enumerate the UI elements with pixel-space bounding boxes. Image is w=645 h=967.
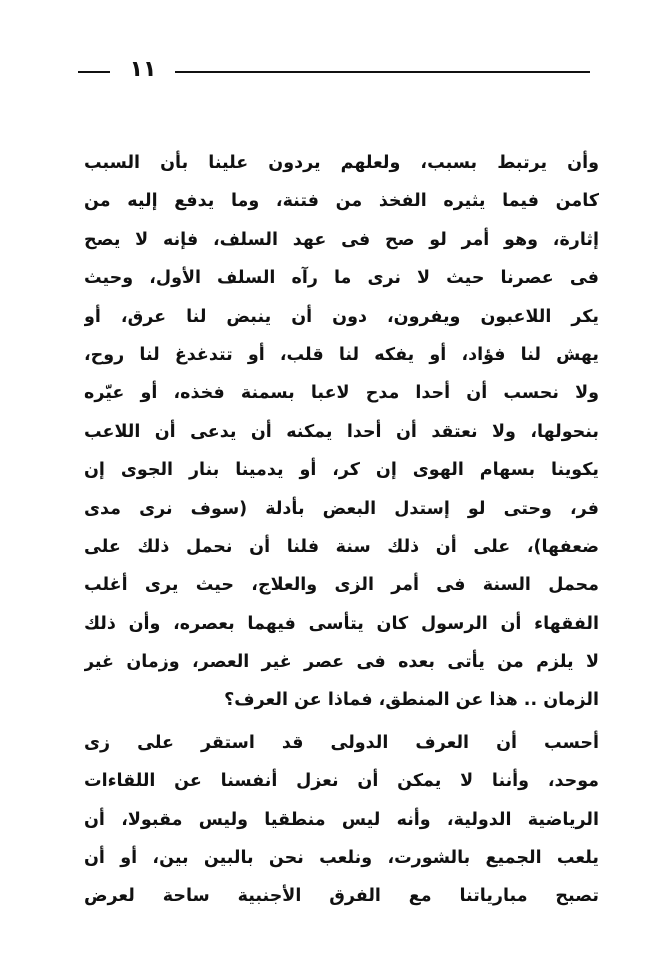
text-line: أحسب أن العرف الدولى قد استقر على زى xyxy=(84,732,599,753)
paragraph-1 xyxy=(84,144,599,720)
header-rule-short xyxy=(78,71,110,73)
text-line: الفقهاء أن الرسول كان يتأسى فيهما بعصره، وأن ذلك xyxy=(84,613,599,634)
text-line: وأن يرتبط بسبب، ولعلهم يردون علينا بأن السبب xyxy=(84,153,599,173)
text-line: ولا نحسب أن أحدا مدح لاعبا بسمنة فخذه، أو عيّره xyxy=(84,383,599,404)
text-line: الرياضية الدولية، وأنه ليس منطقيا وليس مقبولا، أن xyxy=(84,809,599,830)
text-line: موحد، وأننا لا يمكن أن نعزل أنفسنا عن اللقاءات xyxy=(84,771,599,792)
text-line: يلعب الجميع بالشورت، ونلعب نحن بالبين بين، أو أن xyxy=(84,848,599,869)
text-line: ضعفها)، على أن ذلك سنة فلنا أن نحمل ذلك على xyxy=(84,536,599,557)
text-line: يهش لنا فؤاد، أو يفكه لنا قلب، أو تتدغدغ لنا روح، xyxy=(84,344,599,365)
text-line: يكر اللاعبون ويفرون، دون أن ينبض لنا عرق، أو xyxy=(84,306,599,327)
text-line: محمل السنة فى أمر الزى والعلاج، حيث يرى أغلب xyxy=(84,575,599,596)
text-line: بنحولها، ولا نعتقد أن أحدا يمكنه أن يدعى أن اللاعب xyxy=(84,421,599,442)
text-line: فى عصرنا حيث لا نرى ما رآه السلف الأول، وحيث xyxy=(84,268,599,289)
page-header xyxy=(78,58,590,82)
text-line: يكوينا بسهام الهوى إن كر، أو يدمينا بنار الجوى إن xyxy=(84,460,599,481)
body-text xyxy=(84,144,599,916)
text-line: فر، وحتى لو إستدل البعض بأدلة (سوف نرى مدى xyxy=(84,498,599,519)
page-number: ١١ xyxy=(129,57,157,82)
paragraph-2 xyxy=(84,724,599,916)
text-line: كامن فيما يثيره الفخذ من فتنة، وما يدفع إليه من xyxy=(84,191,599,212)
text-line: الزمان .. هذا عن المنطق، فماذا عن العرف؟ xyxy=(224,690,599,711)
text-line: إثارة، وهو أمر لو صح فى عهد السلف، فإنه لا يصح xyxy=(84,229,599,250)
text-line: لا يلزم من يأتى بعده فى عصر غير العصر، وزمان غير xyxy=(84,652,599,673)
header-rule-long xyxy=(175,71,590,73)
text-line: تصبح مبارياتنا مع الفرق الأجنبية ساحة لعرض xyxy=(84,886,599,907)
